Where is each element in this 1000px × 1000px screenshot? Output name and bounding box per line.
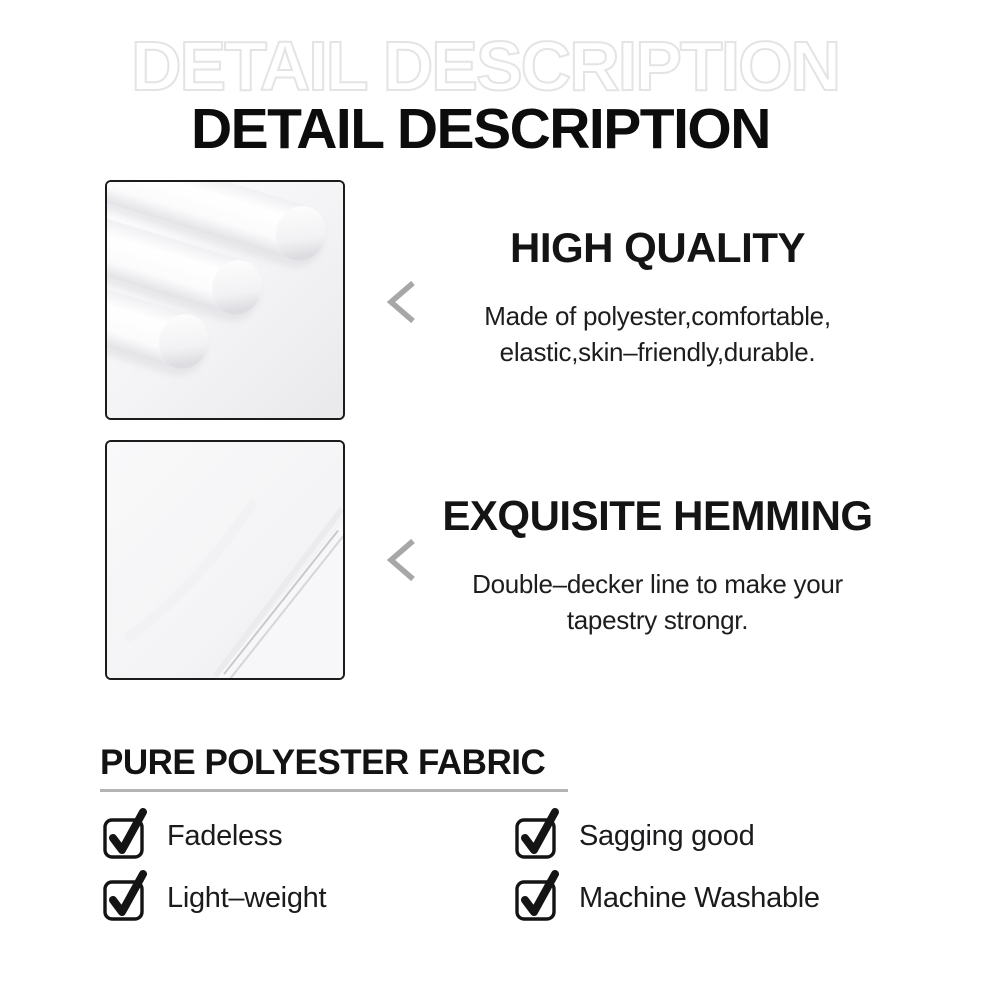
description-line: tapestry strongr. bbox=[566, 605, 749, 636]
section-description bbox=[420, 566, 895, 638]
chevron-left-icon[interactable] bbox=[386, 538, 418, 582]
description-line: Double–decker line to make your bbox=[472, 569, 843, 600]
feature-label: Sagging good bbox=[579, 819, 755, 852]
checkbox-checked-icon[interactable] bbox=[102, 813, 148, 859]
feature-item bbox=[102, 874, 326, 922]
page-title: DETAIL DESCRIPTION bbox=[191, 97, 770, 162]
section-exquisite-hemming bbox=[420, 492, 895, 638]
folded-white-fabric-photo bbox=[105, 180, 345, 420]
section-heading: HIGH QUALITY bbox=[510, 224, 805, 271]
section-description bbox=[420, 298, 895, 370]
checkbox-checked-icon[interactable] bbox=[514, 813, 560, 859]
hemming-stitch-fabric-photo bbox=[105, 440, 345, 680]
ghost-outline-title: DETAIL DESCRIPTION bbox=[131, 27, 840, 105]
feature-item bbox=[514, 812, 754, 860]
feature-item bbox=[102, 812, 282, 860]
description-line: elastic,skin–friendly,durable. bbox=[499, 337, 816, 368]
features-heading: PURE POLYESTER FABRIC bbox=[100, 743, 546, 782]
heading-underline bbox=[100, 789, 568, 792]
feature-label: Machine Washable bbox=[579, 881, 820, 914]
chevron-left-icon[interactable] bbox=[386, 280, 418, 324]
feature-label: Fadeless bbox=[167, 819, 283, 852]
section-heading: EXQUISITE HEMMING bbox=[442, 492, 873, 539]
checkbox-checked-icon[interactable] bbox=[102, 875, 148, 921]
checkbox-checked-icon[interactable] bbox=[514, 875, 560, 921]
feature-item bbox=[514, 874, 820, 922]
feature-label: Light–weight bbox=[167, 881, 327, 914]
description-line: Made of polyester,comfortable, bbox=[484, 301, 831, 332]
section-high-quality bbox=[420, 224, 895, 370]
